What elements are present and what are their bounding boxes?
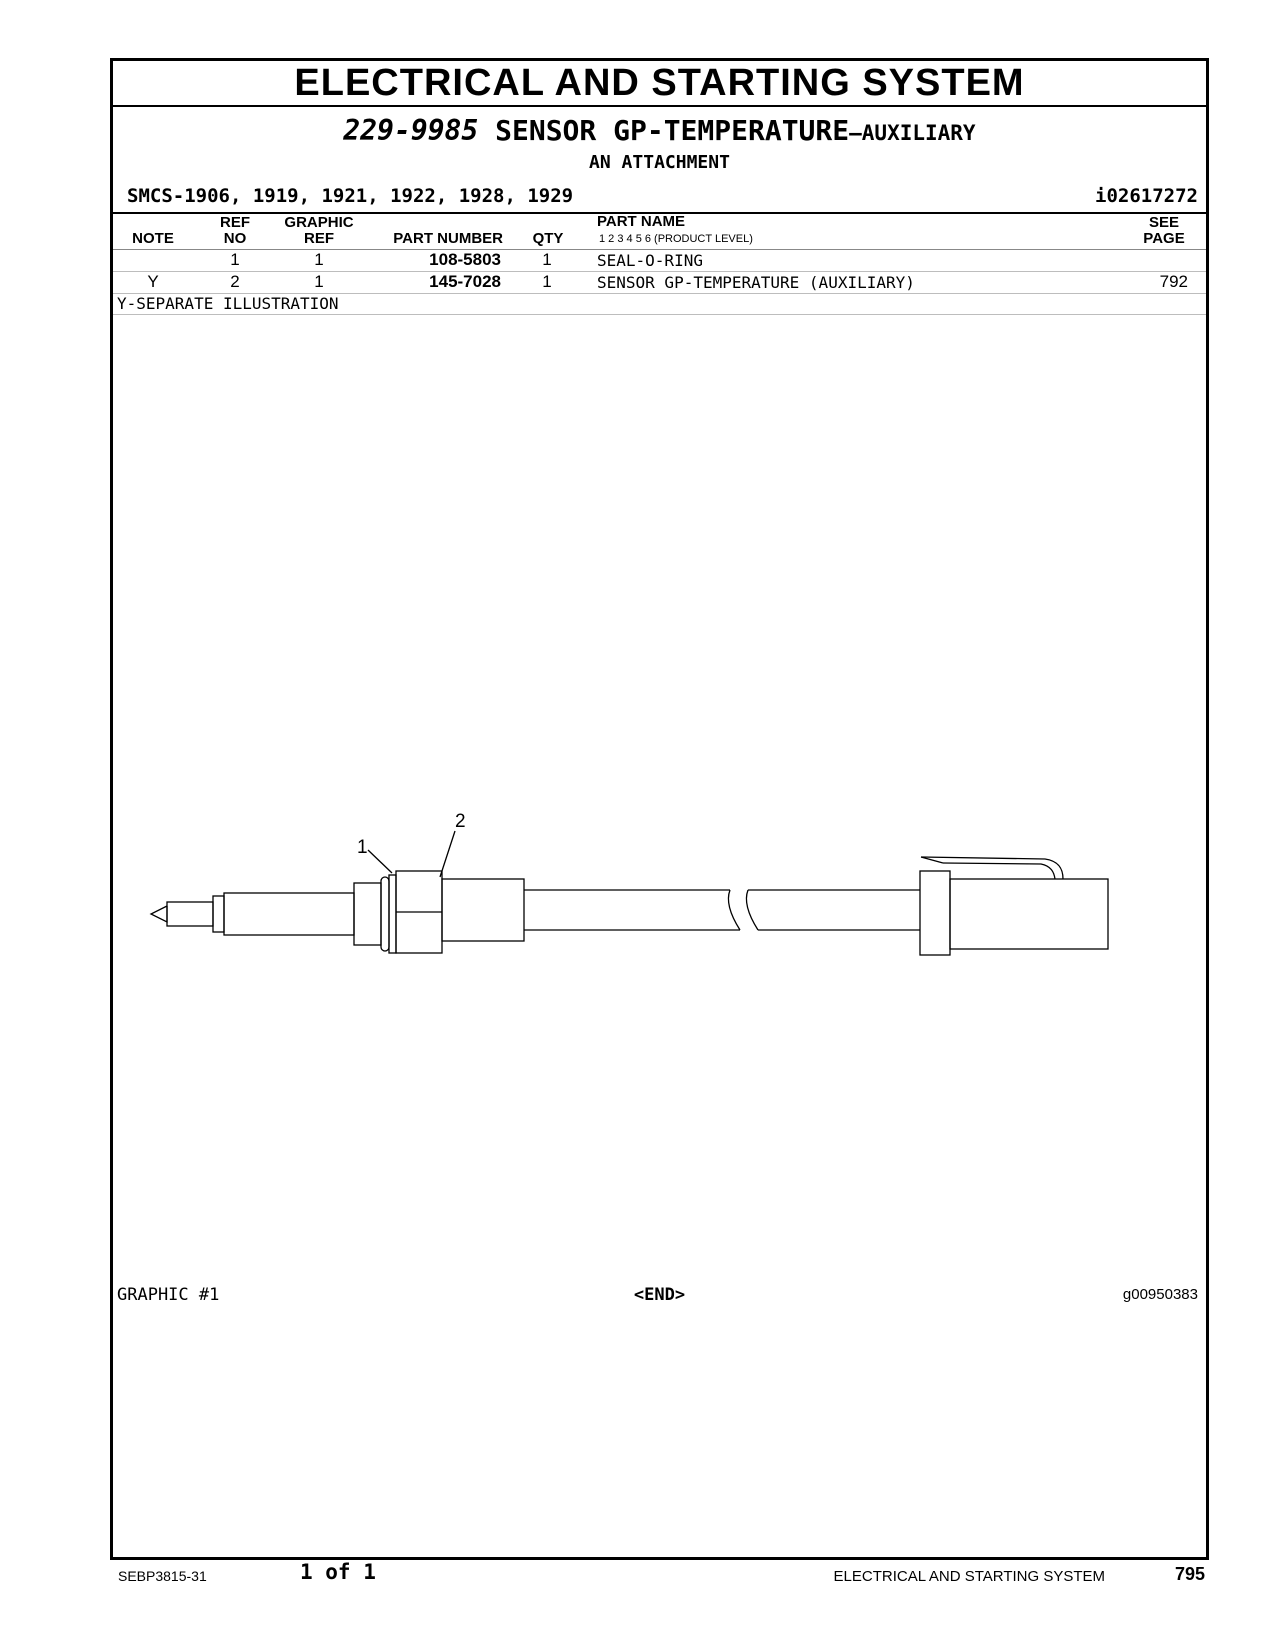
note-legend: Y-SEPARATE ILLUSTRATION bbox=[117, 294, 339, 313]
graphic-label: GRAPHIC #1 bbox=[117, 1285, 220, 1305]
col-header-graphic-top: GRAPHIC bbox=[284, 214, 354, 231]
graphic-id: g00950383 bbox=[1122, 1286, 1198, 1303]
col-header-note: NOTE bbox=[132, 230, 174, 247]
row-1-part-number: 108-5803 bbox=[429, 250, 501, 269]
connector-housing bbox=[950, 879, 1108, 949]
attachment-label: AN ATTACHMENT bbox=[589, 152, 730, 173]
col-header-part-name: PART NAME bbox=[597, 213, 686, 230]
row-1-graphic-ref: 1 bbox=[314, 250, 324, 269]
col-header-ref-top: REF bbox=[220, 214, 250, 231]
callout-1-leader bbox=[368, 850, 392, 873]
smcs-codes: SMCS-1906, 1919, 1921, 1922, 1928, 1929 bbox=[127, 185, 574, 207]
row-2-part-number: 145-7028 bbox=[429, 272, 501, 291]
sensor-tip bbox=[151, 906, 167, 922]
row-1-ref: 1 bbox=[230, 250, 240, 269]
thread-section bbox=[354, 883, 381, 945]
col-header-graphic-bottom: REF bbox=[304, 230, 334, 247]
part-title-name: SENSOR GP-TEMPERATURE bbox=[495, 114, 850, 147]
document-ident: i02617272 bbox=[1095, 185, 1198, 207]
callout-2-leader bbox=[440, 831, 455, 877]
part-title-number: 229-9985 bbox=[343, 114, 479, 147]
row-2-qty: 1 bbox=[542, 272, 552, 291]
cable-break-left bbox=[728, 890, 740, 930]
callout-2: 2 bbox=[455, 811, 466, 832]
col-header-qty: QTY bbox=[532, 230, 564, 247]
o-ring bbox=[381, 877, 389, 951]
connector-latch-outer bbox=[921, 857, 1063, 879]
system-title: ELECTRICAL AND STARTING SYSTEM bbox=[113, 61, 1206, 107]
row-2-part-name: SENSOR GP-TEMPERATURE (AUXILIARY) bbox=[597, 273, 915, 292]
footer-page-number: 795 bbox=[1174, 1564, 1205, 1584]
row-2-see-page: 792 bbox=[1159, 272, 1188, 291]
col-header-ref-bottom: NO bbox=[223, 230, 247, 247]
probe-step bbox=[213, 896, 224, 932]
col-header-part-number: PART NUMBER bbox=[393, 230, 503, 247]
connector-latch-inner bbox=[943, 863, 1055, 879]
probe-body bbox=[224, 893, 354, 935]
probe-small bbox=[167, 902, 213, 926]
cable-break-right bbox=[746, 890, 758, 930]
col-header-see-bottom: PAGE bbox=[1143, 230, 1185, 247]
col-header-see-top: SEE bbox=[1148, 214, 1179, 231]
flange bbox=[389, 875, 396, 953]
row-2-note: Y bbox=[147, 272, 159, 291]
sensor-body bbox=[442, 879, 524, 941]
end-marker: <END> bbox=[633, 1285, 686, 1305]
callout-1: 1 bbox=[357, 837, 368, 858]
row-1-part-name: SEAL-O-RING bbox=[597, 251, 703, 270]
row-1-qty: 1 bbox=[542, 250, 552, 269]
sensor-illustration bbox=[113, 61, 1206, 1221]
row-2-ref: 2 bbox=[230, 272, 240, 291]
sensor-drawing bbox=[151, 831, 1108, 955]
footer-page-count: 1 of 1 bbox=[300, 1560, 376, 1584]
page-frame bbox=[110, 58, 1209, 1560]
row-2-graphic-ref: 1 bbox=[314, 272, 324, 291]
product-level-legend: 1 2 3 4 5 6 (PRODUCT LEVEL) bbox=[599, 233, 753, 245]
part-title-suffix: —AUXILIARY bbox=[849, 121, 976, 145]
footer-section: ELECTRICAL AND STARTING SYSTEM bbox=[833, 1568, 1105, 1585]
footer-doc-id: SEBP3815-31 bbox=[118, 1568, 207, 1584]
connector-collar bbox=[920, 871, 950, 955]
